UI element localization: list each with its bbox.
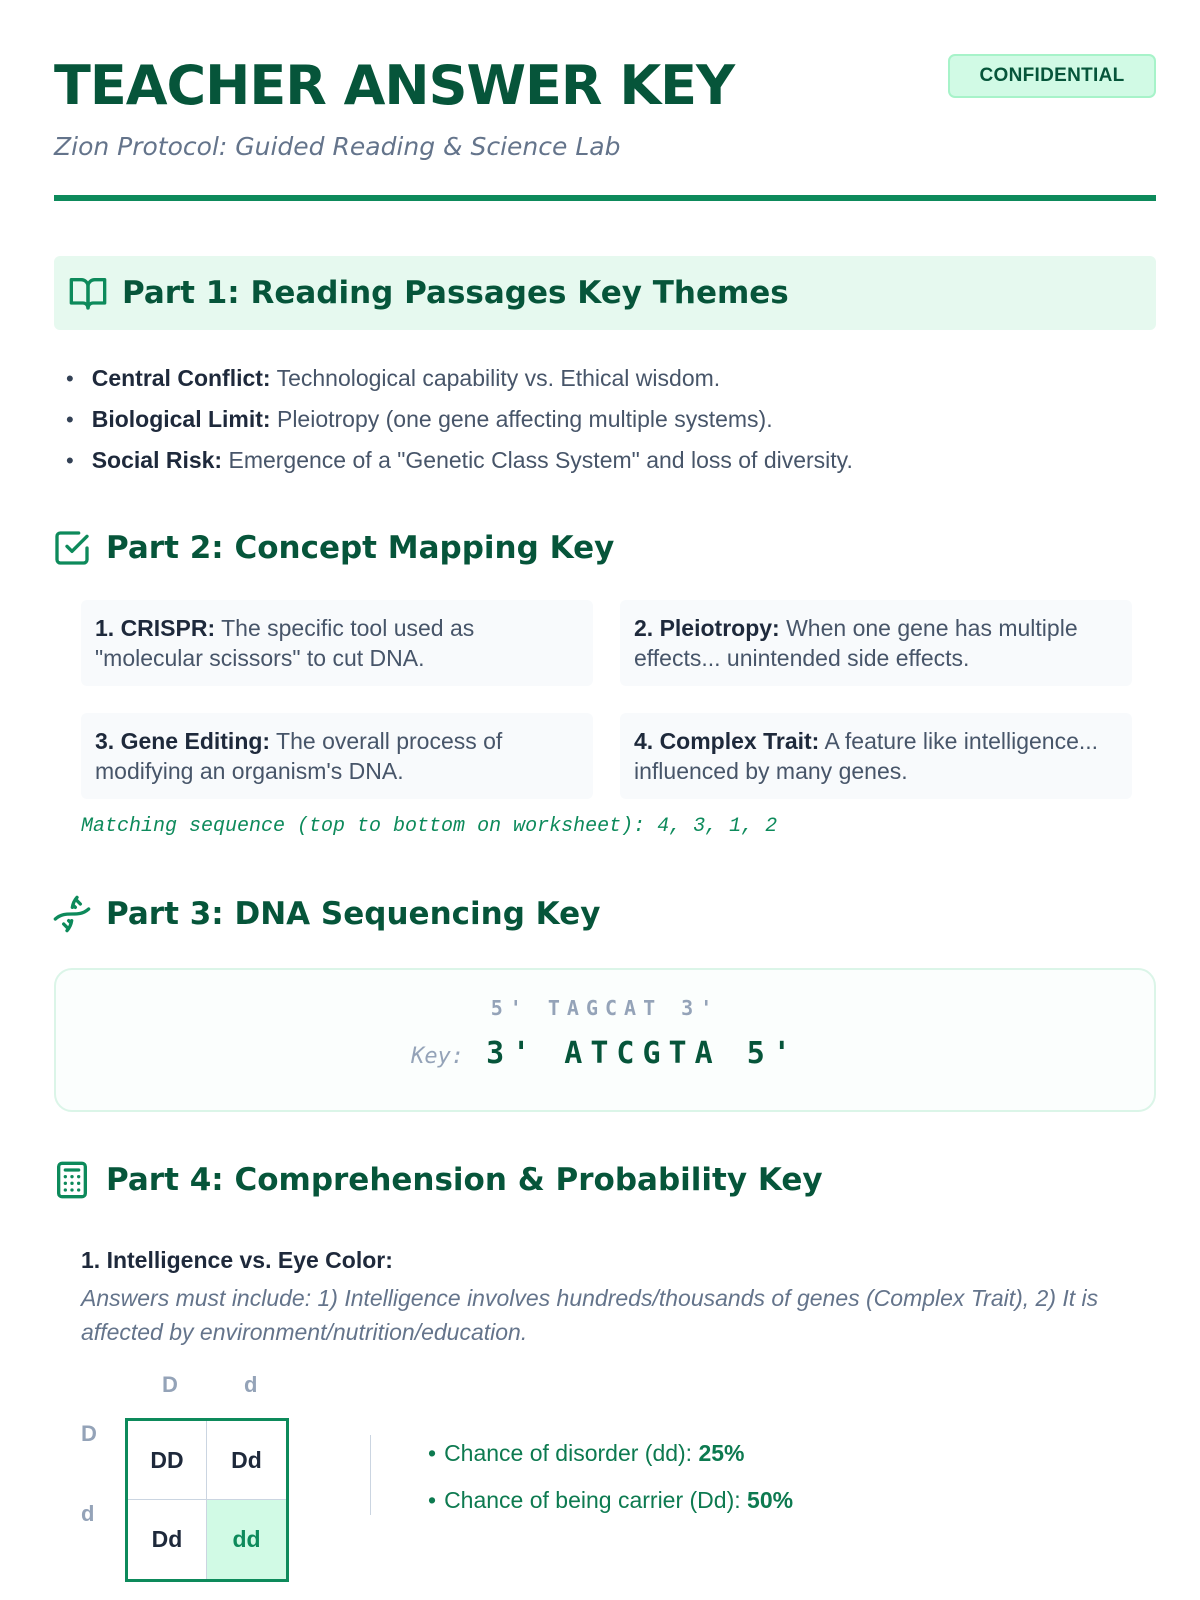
checkbox-icon (52, 528, 92, 568)
theme-text: Pleiotropy (one gene affecting multiple systems). (270, 406, 773, 432)
concept-text: A feature like intelligence... influenced by many genes. (634, 728, 1099, 784)
result-value: 25% (698, 1440, 745, 1466)
theme-label: Central Conflict: (91, 365, 271, 391)
punnett-top-allele: D (162, 1372, 178, 1397)
result-text: Chance of disorder (dd): (444, 1440, 699, 1466)
concept-card (620, 713, 1132, 799)
part4-header (54, 1160, 823, 1200)
punnett-side-allele: d (81, 1501, 95, 1526)
concept-card (620, 600, 1132, 686)
page-header (54, 52, 1156, 161)
probability-results (428, 1430, 793, 1524)
theme-text: Emergence of a "Genetic Class System" and loss of diversity. (222, 447, 853, 473)
book-open-icon (68, 273, 108, 313)
part4-title: Part 4: Comprehension & Probability Key (106, 1162, 823, 1198)
part1-header (54, 256, 1156, 330)
part3-title: Part 3: DNA Sequencing Key (106, 896, 601, 932)
dna-icon (52, 894, 92, 934)
question1-title: 1. Intelligence vs. Eye Color: (81, 1247, 393, 1273)
header-divider (54, 195, 1156, 201)
theme-label: Biological Limit: (91, 406, 271, 432)
dna-key-answer: 3' ATCGTA 5' (486, 1036, 799, 1071)
result-value: 50% (747, 1487, 794, 1513)
concept-label: 2. Pleiotropy: (634, 615, 780, 641)
list-item (66, 399, 853, 440)
part1-title: Part 1: Reading Passages Key Themes (122, 275, 789, 311)
punnett-top-allele: d (244, 1372, 258, 1397)
concept-text: When one gene has multiple effects... unintended side effects. (634, 615, 1078, 671)
punnett-square (125, 1418, 289, 1582)
vertical-divider (370, 1435, 371, 1515)
part2-title: Part 2: Concept Mapping Key (106, 530, 615, 566)
list-item (428, 1430, 793, 1477)
dna-key-box (54, 968, 1156, 1112)
concept-label: 1. CRISPR: (95, 615, 216, 641)
page-title: TEACHER ANSWER KEY (54, 54, 735, 117)
concept-card (81, 600, 593, 686)
punnett-cell: Dd (128, 1500, 207, 1579)
concept-label: 3. Gene Editing: (95, 728, 271, 754)
concept-card (81, 713, 593, 799)
matching-sequence: Matching sequence (top to bottom on worksheet): 4, 3, 1, 2 (81, 815, 778, 838)
concept-cards (81, 600, 1131, 799)
concept-text: The overall process of modifying an organism's DNA. (95, 728, 503, 784)
punnett-cell: DD (128, 1421, 207, 1500)
list-item (66, 440, 853, 481)
themes-list (66, 358, 853, 481)
concept-label: 4. Complex Trait: (634, 728, 820, 754)
theme-text: Technological capability vs. Ethical wisdom. (270, 365, 721, 391)
theme-label: Social Risk: (91, 447, 223, 473)
page-subtitle: Zion Protocol: Guided Reading & Science Lab (54, 132, 621, 161)
question1-answer: Answers must include: 1) Intelligence involves hundreds/thousands of genes (Complex Trait), 2) It is affected by environment/nutrition/education. (81, 1285, 1099, 1345)
punnett-side-allele: D (81, 1421, 97, 1446)
punnett-cell-highlight: dd (207, 1500, 286, 1579)
concept-text: The specific tool used as "molecular scissors" to cut DNA. (95, 615, 475, 671)
dna-template-strand: 5' TAGCAT 3' (490, 996, 720, 1020)
result-text: Chance of being carrier (Dd): (444, 1487, 748, 1513)
punnett-cell: Dd (207, 1421, 286, 1500)
dna-key-row (56, 1036, 1154, 1071)
part2-header (54, 528, 614, 568)
dna-key-label: Key: (411, 1044, 465, 1069)
list-item (428, 1477, 793, 1524)
confidential-badge: CONFIDENTIAL (948, 54, 1156, 98)
list-item (66, 358, 853, 399)
calculator-icon (52, 1160, 92, 1200)
part3-header (54, 894, 600, 934)
